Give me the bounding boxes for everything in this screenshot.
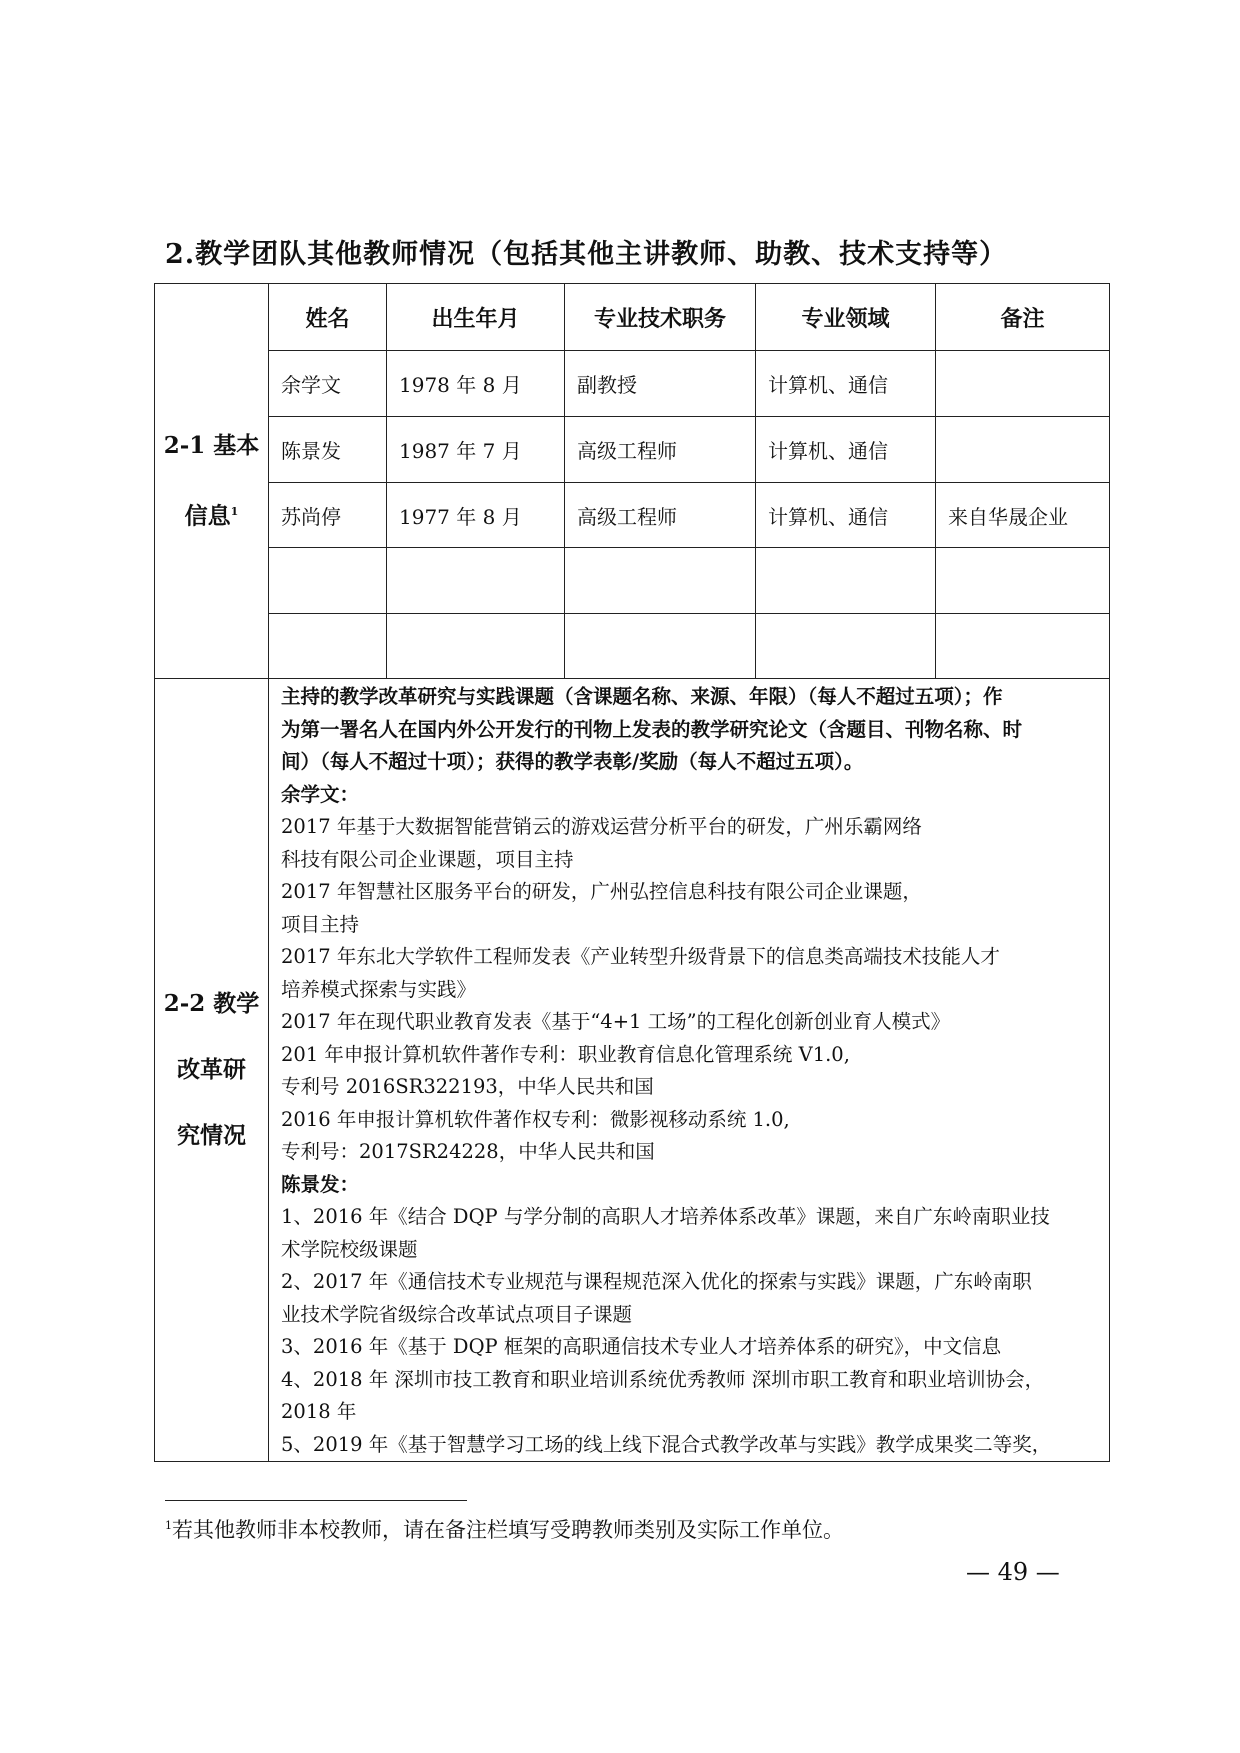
achievement-line: 5、2019 年《基于智慧学习工场的线上线下混合式教学改革与实践》教学成果奖二等奖， <box>281 1432 1052 1456</box>
achievement-line: 2016 年申报计算机软件著作权专利：微影视移动系统 1.0, <box>281 1107 790 1131</box>
label-line: 2-1 基本 <box>163 431 260 459</box>
instruction-line: 间）（每人不超过十项）；获得的教学表彰/奖励（每人不超过五项）。 <box>281 750 864 773</box>
header-remark: 备注 <box>936 284 1110 351</box>
page-number: — 49 — <box>966 1558 1060 1586</box>
cell: 1987 年 7 月 <box>387 417 565 483</box>
cell <box>936 417 1110 483</box>
table-row-empty <box>155 614 1110 679</box>
cell <box>756 614 936 679</box>
achievement-line: 2017 年在现代职业教育发表《基于“4+1 工场”的工程化创新创业育人模式》 <box>281 1010 951 1033</box>
footnote <box>165 1514 844 1544</box>
cell: 高级工程师 <box>565 483 756 548</box>
cell <box>387 548 565 614</box>
cell: 计算机、通信 <box>756 351 936 417</box>
instruction-line: 主持的教学改革研究与实践课题（含课题名称、来源、年限）（每人不超过五项）；作 <box>281 685 1003 708</box>
basic-info-label <box>155 284 269 679</box>
cell: 计算机、通信 <box>756 483 936 548</box>
achievement-line: 2017 年智慧社区服务平台的研发，广州弘控信息科技有限公司企业课题， <box>281 880 922 903</box>
cell <box>936 351 1110 417</box>
cell <box>269 548 387 614</box>
table-row <box>155 417 1110 483</box>
footnote-text: 若其他教师非本校教师，请在备注栏填写受聘教师类别及实际工作单位。 <box>172 1518 844 1542</box>
cell <box>387 614 565 679</box>
achievement-line: 专利号 2016SR322193，中华人民共和国 <box>281 1075 654 1098</box>
cell <box>269 614 387 679</box>
label-text: 信息 <box>184 502 231 530</box>
achievement-line: 专利号：2017SR24228，中华人民共和国 <box>281 1140 655 1163</box>
footnote-divider <box>165 1500 467 1501</box>
label-line: 改革研 <box>177 1056 246 1083</box>
teacher-table <box>154 283 1110 1462</box>
label-line: 2-2 教学 <box>163 990 260 1017</box>
achievement-line: 项目主持 <box>281 912 360 936</box>
label-line: 究情况 <box>177 1122 246 1149</box>
header-birth: 出生年月 <box>387 284 565 351</box>
footnote-mark: 1 <box>230 504 239 518</box>
cell: 来自华晟企业 <box>936 483 1110 548</box>
table-row-empty <box>155 548 1110 614</box>
achievement-line: 2017 年东北大学软件工程师发表《产业转型升级背景下的信息类高端技术技能人才 <box>281 945 1000 968</box>
achievement-line: 201 年申报计算机软件著作专利：职业教育信息化管理系统 V1.0, <box>281 1042 850 1066</box>
cell <box>565 614 756 679</box>
person-name: 陈景发： <box>281 1172 360 1196</box>
instruction-line: 为第一署名人在国内外公开发行的刊物上发表的教学研究论文（含题目、刊物名称、时 <box>281 717 1023 741</box>
cell: 余学文 <box>269 351 387 417</box>
person-name: 余学文： <box>281 782 360 806</box>
section-title: 2.教学团队其他教师情况（包括其他主讲教师、助教、技术支持等） <box>165 239 1008 270</box>
achievement-line: 4、2018 年 深圳市技工教育和职业培训系统优秀教师 深圳市职工教育和职业培训协会， <box>281 1367 1045 1391</box>
achievement-line: 培养模式探索与实践》 <box>281 977 477 1001</box>
header-title: 专业技术职务 <box>565 284 756 351</box>
header-name: 姓名 <box>269 284 387 351</box>
table-row <box>155 483 1110 548</box>
achievement-line: 术学院校级课题 <box>281 1237 418 1261</box>
reform-content <box>269 679 1110 1462</box>
achievement-line: 科技有限公司企业课题，项目主持 <box>281 847 574 871</box>
cell: 计算机、通信 <box>756 417 936 483</box>
reform-label <box>155 679 269 1462</box>
footnote-mark: 1 <box>165 1519 172 1532</box>
table-header-row <box>155 284 1110 351</box>
achievement-line: 1、2016 年《结合 DQP 与学分制的高职人才培养体系改革》课题，来自广东岭南职业技 <box>281 1205 1050 1228</box>
achievement-line: 业技术学院省级综合改革试点项目子课题 <box>281 1302 633 1326</box>
reform-row <box>155 679 1110 1462</box>
cell: 1977 年 8 月 <box>387 483 565 548</box>
content-lines <box>281 681 1109 1461</box>
cell: 陈景发 <box>269 417 387 483</box>
achievement-line: 3、2016 年《基于 DQP 框架的高职通信技术专业人才培养体系的研究》，中文信息 <box>281 1335 1002 1358</box>
cell <box>756 548 936 614</box>
cell: 1978 年 8 月 <box>387 351 565 417</box>
cell <box>565 548 756 614</box>
cell <box>936 548 1110 614</box>
cell: 苏尚停 <box>269 483 387 548</box>
header-field: 专业领域 <box>756 284 936 351</box>
table-row <box>155 351 1110 417</box>
cell: 高级工程师 <box>565 417 756 483</box>
achievement-line: 2017 年基于大数据智能营销云的游戏运营分析平台的研发，广州乐霸网络 <box>281 815 922 838</box>
achievement-line: 2018 年 <box>281 1400 357 1423</box>
cell <box>936 614 1110 679</box>
achievement-line: 2、2017 年《通信技术专业规范与课程规范深入优化的探索与实践》课题，广东岭南职 <box>281 1270 1032 1293</box>
cell: 副教授 <box>565 351 756 417</box>
label-line <box>155 479 268 550</box>
